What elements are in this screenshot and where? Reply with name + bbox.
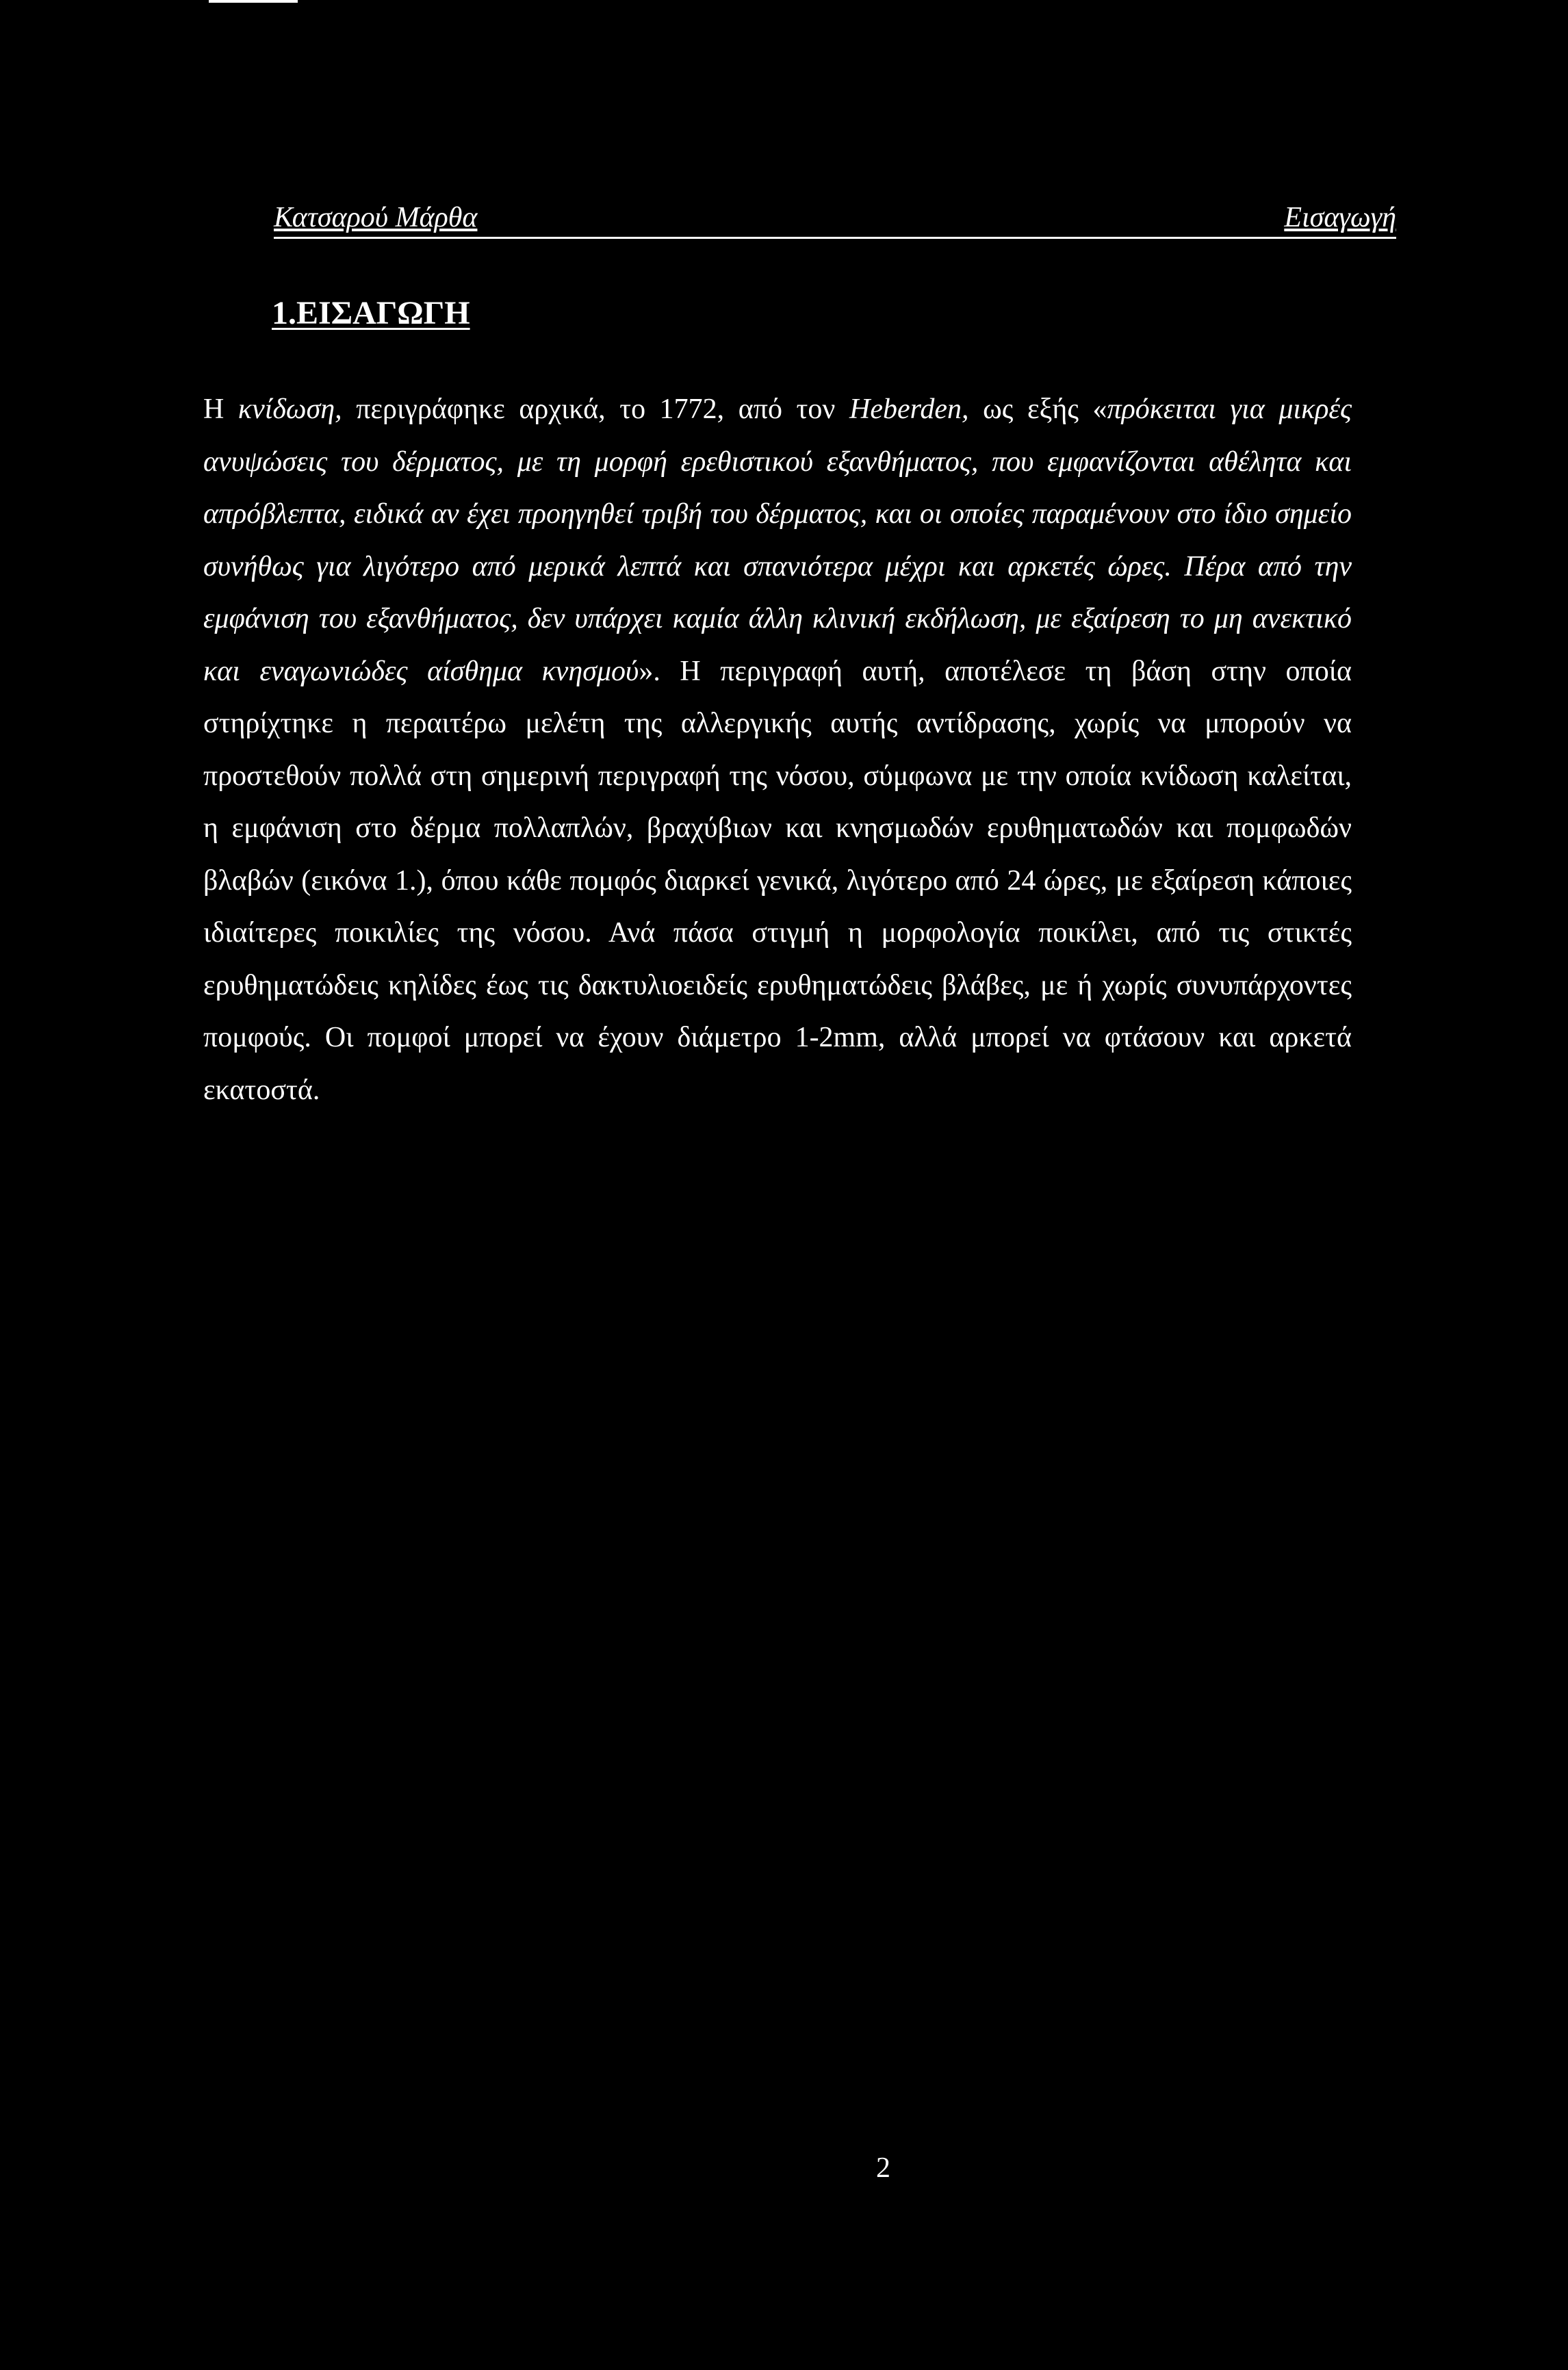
top-edge-mark	[209, 0, 298, 3]
page-number: 2	[876, 2152, 890, 2184]
chapter-heading: 1.ΕΙΣΑΓΩΓΗ	[272, 295, 470, 331]
text-run: περιγράφηκε αρχικά, το 1772, από τον	[342, 394, 850, 425]
running-header	[274, 198, 1396, 239]
term-urticaria: κνίδωση,	[237, 394, 342, 425]
text-run: Η	[203, 394, 238, 425]
header-section: Εισαγωγή	[1284, 202, 1396, 233]
body-paragraph	[203, 383, 1352, 1116]
author-name: Heberden,	[849, 394, 969, 425]
text-run: ως εξής «	[968, 394, 1107, 425]
text-run: ». Η περιγραφή αυτή, αποτέλεσε τη βάση στην οποία στηρίχτηκε η περαιτέρω μελέτη της αλλεργικής αυτής αντίδρασης, χωρίς να μπορούν να προστεθούν πολλά στη σημερινή περιγραφή της νόσου, σύμφωνα με την οποία κνίδωση καλείται, η εμφάνιση στο δέρμα πολλαπλών, βραχύβιων και κνησμωδών ερυθηματωδών και πομφωδών βλαβών (εικόνα 1.), όπου κάθε πομφός διαρκεί γενικά, λιγότερο από 24 ώρες, με εξαίρεση κάποιες ιδιαίτερες ποικιλίες της νόσου. Ανά πάσα στιγμή η μορφολογία ποικίλει, από τις στικτές ερυθηματώδεις κηλίδες έως τις δακτυλιοειδείς ερυθηματώδεις βλάβες, με ή χωρίς συνυπάρχοντες πομφούς. Οι πομφοί μπορεί να έχουν διάμετρο 1-2mm, αλλά μπορεί να φτάσουν και αρκετά εκατοστά.	[203, 655, 1352, 1106]
header-author: Κατσαρού Μάρθα	[274, 202, 478, 233]
quoted-description: πρόκειται για μικρές ανυψώσεις του δέρματος, με τη μορφή ερεθιστικού εξανθήματος, που εμφανίζονται αθέλητα και απρόβλεπτα, ειδικά αν έχει προηγηθεί τριβή του δέρματος, και οι οποίες παραμένουν στο ίδιο σημείο συνήθως για λιγότερο από μερικά λεπτά και σπανιότερα μέχρι και αρκετές ώρες. Πέρα από την εμφάνιση του εξανθήματος, δεν υπάρχει καμία άλλη κλινική εκδήλωση, με εξαίρεση το μη ανεκτικό και εναγωνιώδες αίσθημα κνησμού	[203, 394, 1352, 687]
